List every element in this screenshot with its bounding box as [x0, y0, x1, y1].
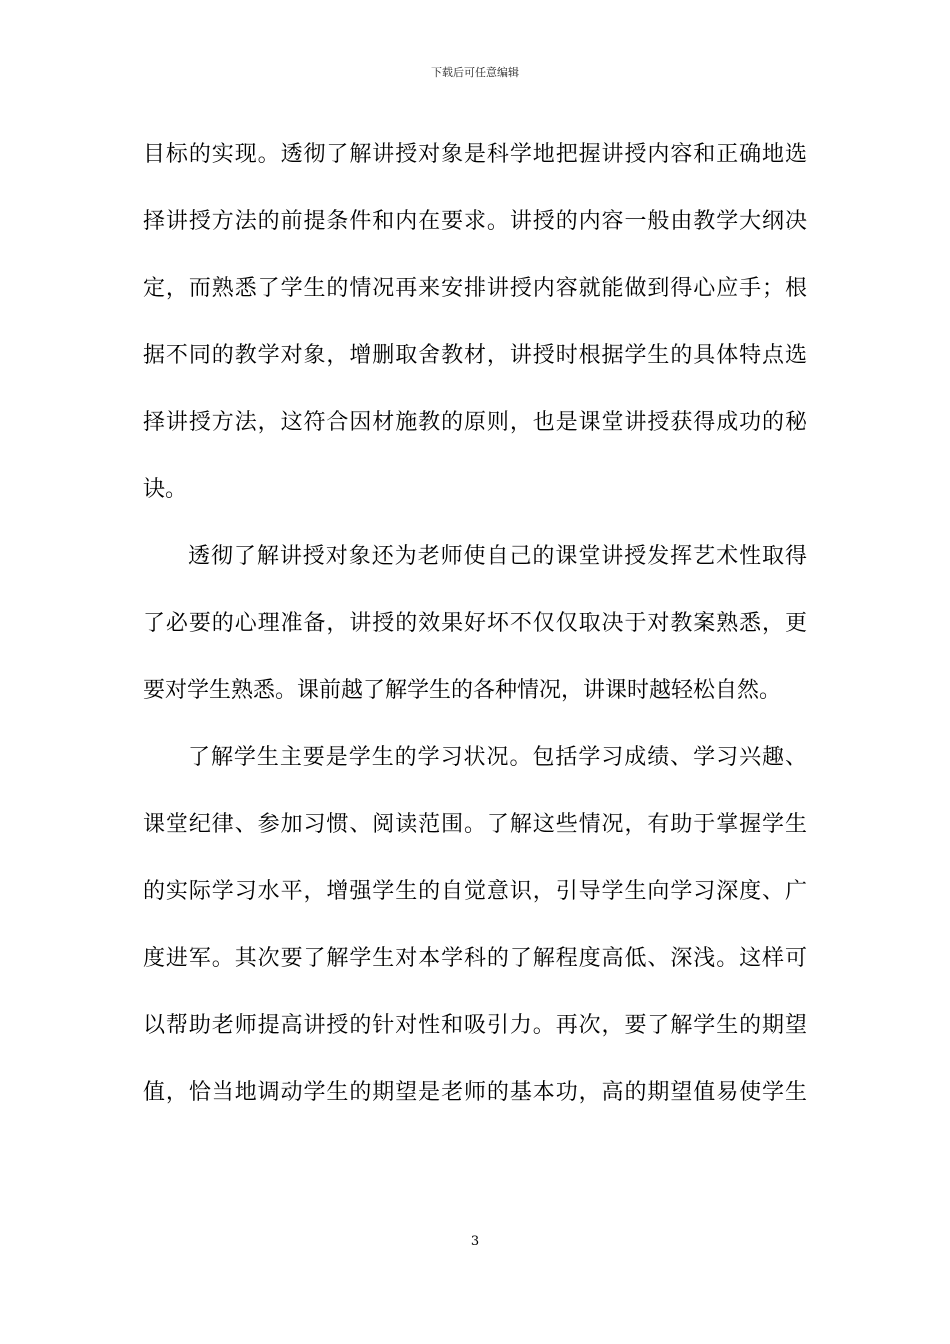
text-line: 度进军。其次要了解学生对本学科的了解程度高低、深浅。这样可	[143, 946, 807, 971]
text-line: 透彻了解讲授对象还为老师使自己的课堂讲授发挥艺术性取得	[188, 544, 807, 569]
text-line: 择讲授方法的前提条件和内在要求。讲授的内容一般由教学大纲决	[143, 209, 807, 234]
text-line: 了解学生主要是学生的学习状况。包括学习成绩、学习兴趣、	[188, 745, 807, 770]
text-line: 目标的实现。透彻了解讲授对象是科学地把握讲授内容和正确地选	[143, 142, 807, 167]
text-line: 据不同的教学对象，增删取舍教材，讲授时根据学生的具体特点选	[143, 343, 807, 368]
text-line: 值，恰当地调动学生的期望是老师的基本功，高的期望值易使学生	[143, 1080, 807, 1105]
page-number: 3	[470, 1234, 480, 1249]
text-line: 要对学生熟悉。课前越了解学生的各种情况，讲课时越轻松自然。	[143, 678, 782, 703]
text-line: 的实际学习水平，增强学生的自觉意识，引导学生向学习深度、广	[143, 879, 807, 904]
text-line: 以帮助老师提高讲授的针对性和吸引力。再次，要了解学生的期望	[143, 1013, 807, 1038]
page-header: 下载后可任意编辑	[431, 66, 519, 79]
text-line: 课堂纪律、参加习惯、阅读范围。了解这些情况，有助于掌握学生	[143, 812, 807, 837]
text-line: 了必要的心理准备，讲授的效果好坏不仅仅取决于对教案熟悉，更	[143, 611, 807, 636]
text-line: 诀。	[143, 477, 188, 502]
document-body	[143, 131, 807, 1136]
text-line: 定，而熟悉了学生的情况再来安排讲授内容就能做到得心应手；根	[143, 276, 807, 301]
text-line: 择讲授方法，这符合因材施教的原则，也是课堂讲授获得成功的秘	[143, 410, 807, 435]
